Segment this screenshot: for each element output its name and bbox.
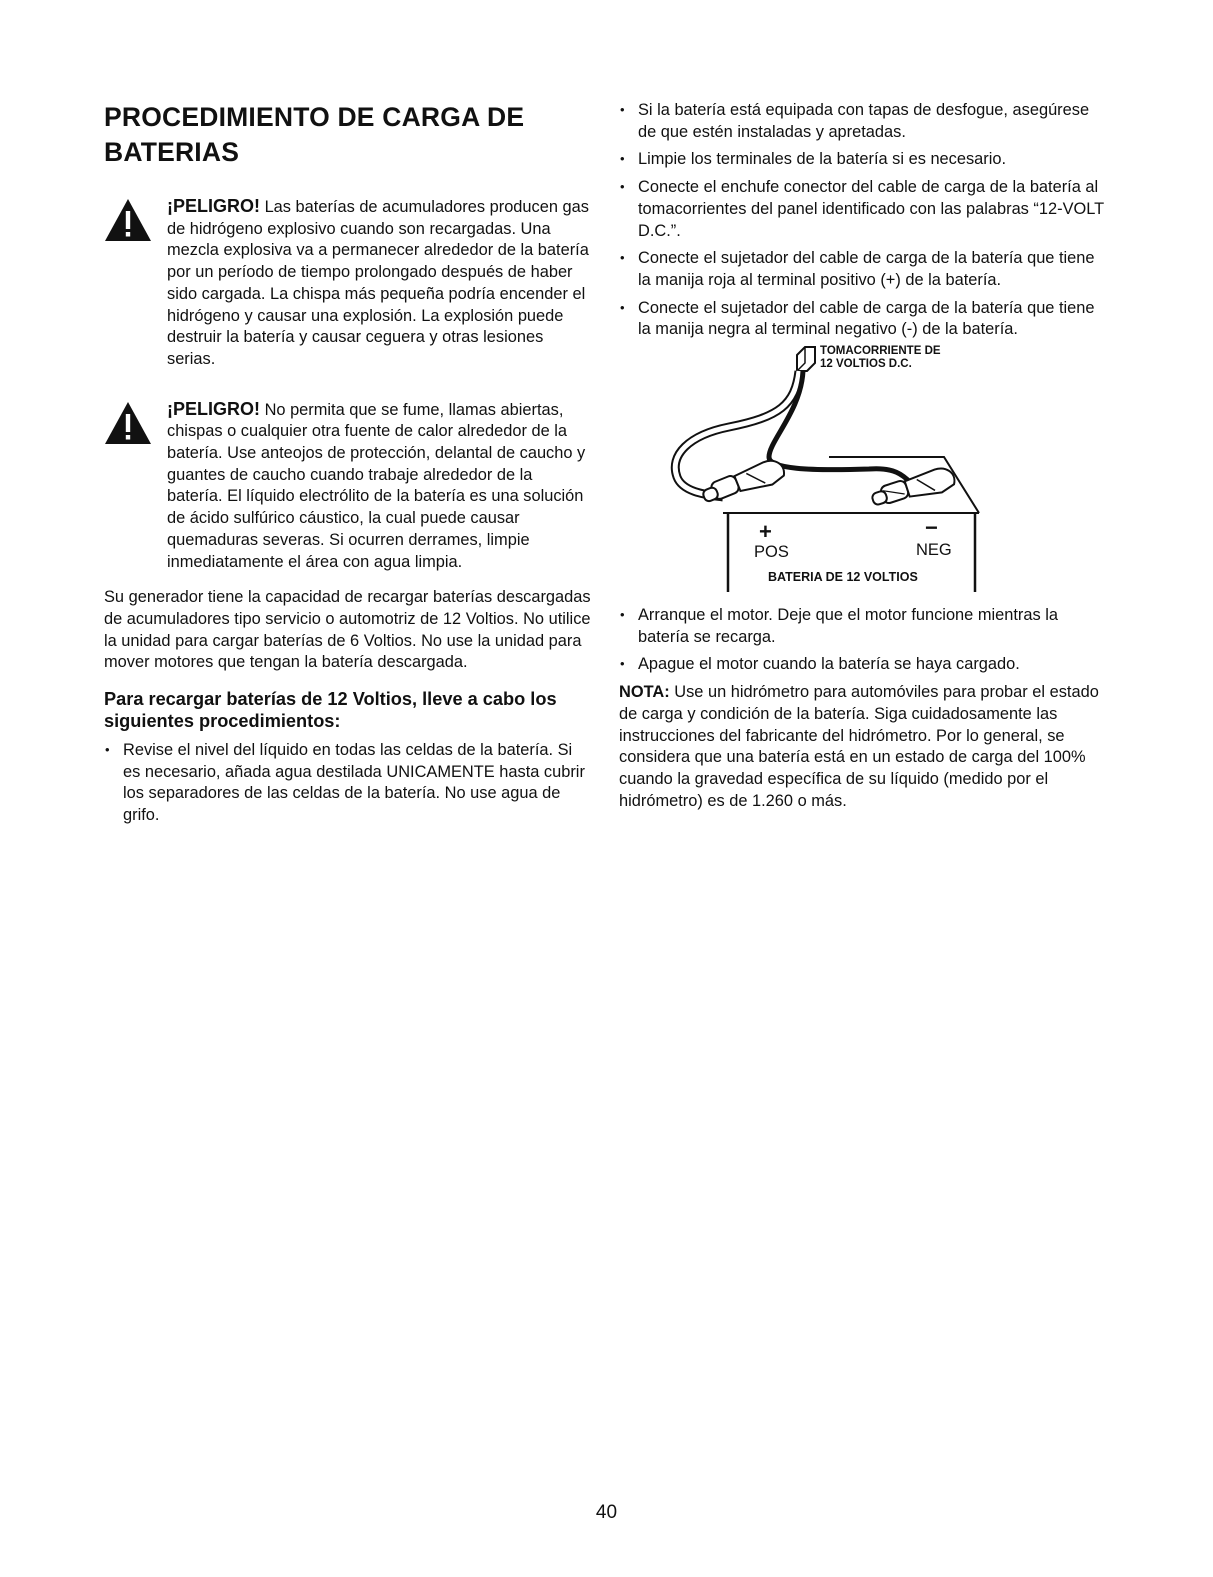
danger-text: Las baterías de acumuladores producen gas de hidrógeno explosivo cuando son recargadas. Una mezcla explosiva va a permanecer alrededor de la batería por un período de tiempo prolongado después de haber sido cargada. La chispa más pequeña podría encender el hidrógeno y causar una explosión. La explosión puede destruir la batería y causar ceguera y otras lesiones serias. (167, 198, 589, 368)
battery-cable-illustration (619, 345, 1111, 607)
list-item: • Revise el nivel del líquido en todas las celdas de la batería. Si es necesario, añada agua destilada UNICAMENTE hasta cubrir los separadores de las celdas de la batería. No use agua de grifo. (104, 740, 592, 827)
warning-triangle-icon (104, 401, 152, 445)
danger-text: No permita que se fume, llamas abiertas, chispas o cualquier otra fuente de calor alrededor de la batería. Use anteojos de protección, delantal de caucho y guantes de caucho cuando trabaje alrededor de la batería. El líquido electrólito de la batería es una solución de ácido sulfúrico cáustico, la cual puede causar quemaduras severas. Si ocurren derrames, limpie inmediatamente el área con agua limpia. (167, 400, 586, 571)
positive-symbol: + (759, 519, 772, 545)
list-item: • Arranque el motor. Deje que el motor funcione mientras la batería se recarga. (619, 605, 1111, 648)
neg-label: NEG (916, 541, 952, 560)
note-text: Use un hidrómetro para automóviles para probar el estado de carga y condición de la batería. Siga cuidadosamente las instrucciones del fabricante del hidrómetro. Por lo general, se considera que una batería está en un estado de carga del 100% cuando la gravedad específica de su líquido (medido por el hidrómetro) es de 1.260 o más. (619, 683, 1099, 810)
left-column (104, 100, 592, 833)
danger-label: ¡PELIGRO! (167, 196, 260, 216)
page-number: 40 (595, 1502, 618, 1523)
list-item: • Conecte el enchufe conector del cable de carga de la batería al tomacorrientes del panel identificado con las palabras “12-VOLT D.C.”. (619, 177, 1111, 242)
right-bullet-list-bottom (619, 605, 1111, 676)
title-line-1: PROCEDIMIENTO DE CARGA DE (104, 102, 525, 132)
danger-warning-hydrogen (104, 196, 592, 371)
outlet-label: TOMACORRIENTE DE 12 VOLTIOS D.C. (820, 345, 941, 371)
danger-warning-fire (104, 399, 592, 574)
left-bullet-list (104, 740, 592, 827)
page-title (104, 100, 592, 170)
battery-label: BATERIA DE 12 VOLTIOS (768, 570, 918, 585)
list-item: • Conecte el sujetador del cable de carga de la batería que tiene la manija negra al terminal negativo (-) de la batería. (619, 298, 1111, 341)
procedure-subheading: Para recargar baterías de 12 Voltios, lleve a cabo los siguientes procedimientos: (104, 689, 557, 732)
intro-paragraph: Su generador tiene la capacidad de recargar baterías descargadas de acumuladores tipo servicio o automotriz de 12 Voltios. No utilice la unidad para cargar baterías de 6 Voltios. No use la unidad para mover motores que tengan la batería descargada. (104, 588, 591, 672)
right-bullet-list-top (619, 100, 1111, 341)
danger-label: ¡PELIGRO! (167, 398, 260, 419)
warning-triangle-icon (104, 198, 152, 242)
list-item: • Si la batería está equipada con tapas de desfogue, asegúrese de que estén instaladas y apretadas. (619, 100, 1111, 143)
pos-label: POS (754, 543, 789, 562)
battery-charging-diagram (619, 345, 1111, 607)
note-label: NOTA: (619, 683, 670, 702)
right-column (619, 100, 1111, 812)
title-line-2: BATERIAS (104, 137, 240, 167)
list-item: • Limpie los terminales de la batería si es necesario. (619, 149, 1111, 171)
negative-symbol: − (925, 515, 938, 541)
list-item: • Apague el motor cuando la batería se haya cargado. (619, 654, 1111, 676)
note-paragraph (619, 682, 1111, 812)
list-item: • Conecte el sujetador del cable de carga de la batería que tiene la manija roja al terminal positivo (+) de la batería. (619, 248, 1111, 291)
